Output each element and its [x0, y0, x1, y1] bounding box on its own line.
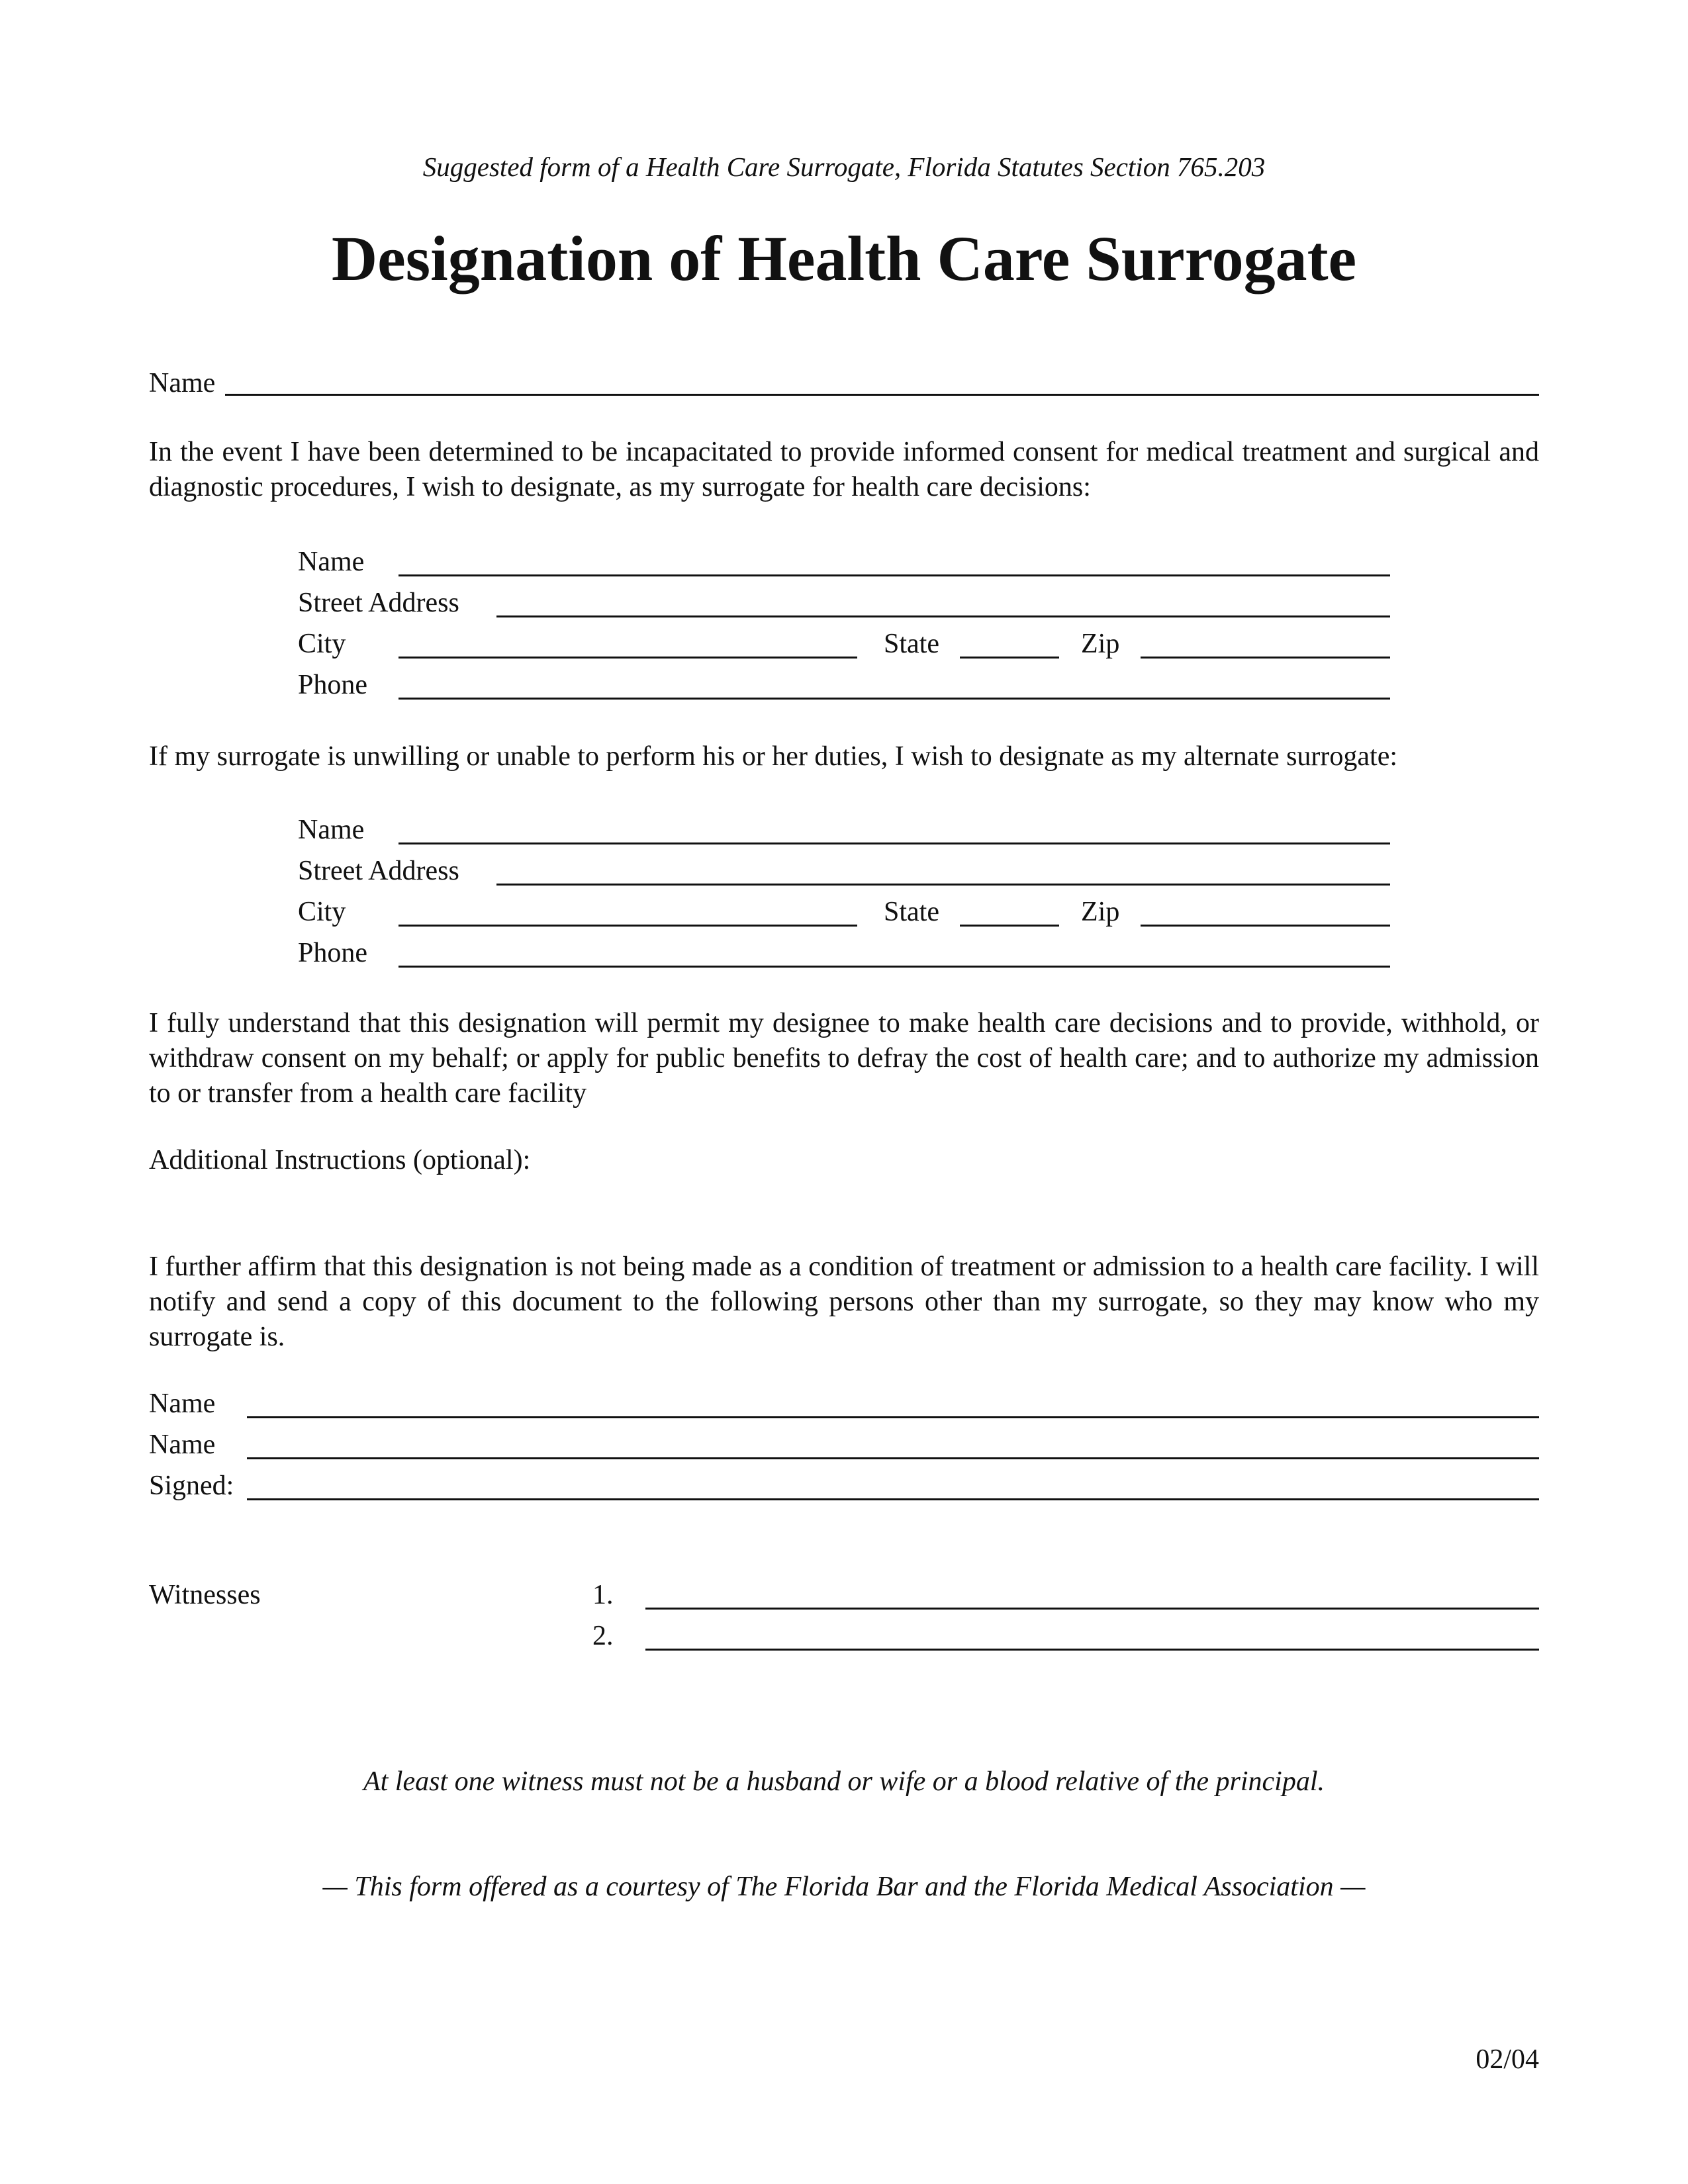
form-subtitle: Suggested form of a Health Care Surrogate, Florida Statutes Section 765.203: [422, 152, 1266, 182]
surrogate-state-label: State: [884, 629, 939, 659]
notify-name-1-field[interactable]: [247, 1416, 1539, 1418]
surrogate-zip-field[interactable]: [1141, 657, 1390, 659]
additional-instructions-label: Additional Instructions (optional):: [149, 1145, 531, 1175]
principal-name-field[interactable]: [225, 394, 1539, 396]
principal-name-label: Name: [149, 368, 216, 398]
courtesy-note: — This form offered as a courtesy of The Florida Bar and the Florida Medical Association —: [322, 1872, 1366, 1902]
surrogate-city-field[interactable]: [399, 657, 857, 659]
alternate-street-field[interactable]: [496, 884, 1390, 886]
alternate-city-field[interactable]: [399, 925, 857, 927]
alternate-phone-field[interactable]: [399, 966, 1390, 968]
form-date: 02/04: [1476, 2044, 1539, 2075]
witnesses-label: Witnesses: [149, 1580, 261, 1610]
affirm-paragraph: I further affirm that this designation is not being made as a condition of treatment or admission to a health care facility. I will notify and send a copy of this document to the following persons other than my surrogate, so they may know who my surrogate is.: [149, 1251, 1539, 1352]
surrogate-zip-label: Zip: [1081, 629, 1120, 659]
alternate-zip-label: Zip: [1081, 897, 1120, 927]
witness-number-1: 1.: [592, 1580, 614, 1610]
alternate-name-label: Name: [298, 815, 365, 845]
alternate-paragraph: If my surrogate is unwilling or unable to perform his or her duties, I wish to designate as my alternate surrogate:: [149, 741, 1398, 772]
surrogate-street-field[interactable]: [496, 615, 1390, 617]
alternate-phone-label: Phone: [298, 938, 367, 968]
surrogate-name-field[interactable]: [399, 574, 1390, 576]
signature-field[interactable]: [247, 1498, 1539, 1500]
form-title: Designation of Health Care Surrogate: [331, 223, 1357, 294]
surrogate-name-label: Name: [298, 547, 365, 577]
alternate-zip-field[interactable]: [1141, 925, 1390, 927]
witness-2-field[interactable]: [645, 1649, 1539, 1651]
witness-1-field[interactable]: [645, 1608, 1539, 1610]
surrogate-phone-label: Phone: [298, 670, 367, 700]
intro-paragraph: In the event I have been determined to be incapacitated to provide informed consent for medical treatment and surgical and diagnostic procedures, I wish to designate, as my surrogate for health care decisions:: [149, 437, 1539, 502]
surrogate-state-field[interactable]: [960, 657, 1059, 659]
notify-name-1-label: Name: [149, 1388, 216, 1419]
alternate-street-label: Street Address: [298, 856, 459, 886]
alternate-city-label: City: [298, 897, 346, 927]
alternate-name-field[interactable]: [399, 842, 1390, 844]
alternate-state-field[interactable]: [960, 925, 1059, 927]
alternate-state-label: State: [884, 897, 939, 927]
witness-number-2: 2.: [592, 1621, 614, 1651]
witness-note: At least one witness must not be a husband or wife or a blood relative of the principal.: [363, 1766, 1325, 1797]
signed-label: Signed:: [149, 1471, 234, 1501]
surrogate-city-label: City: [298, 629, 346, 659]
surrogate-phone-field[interactable]: [399, 698, 1390, 700]
understanding-paragraph: I fully understand that this designation will permit my designee to make health care decisions and to provide, withhold, or withdraw consent on my behalf; or apply for public benefits to defray the cost of health care; and to authorize my admission to or transfer from a health care facility: [149, 1008, 1539, 1109]
notify-name-2-label: Name: [149, 1430, 216, 1460]
notify-name-2-field[interactable]: [247, 1457, 1539, 1459]
surrogate-street-label: Street Address: [298, 588, 459, 618]
